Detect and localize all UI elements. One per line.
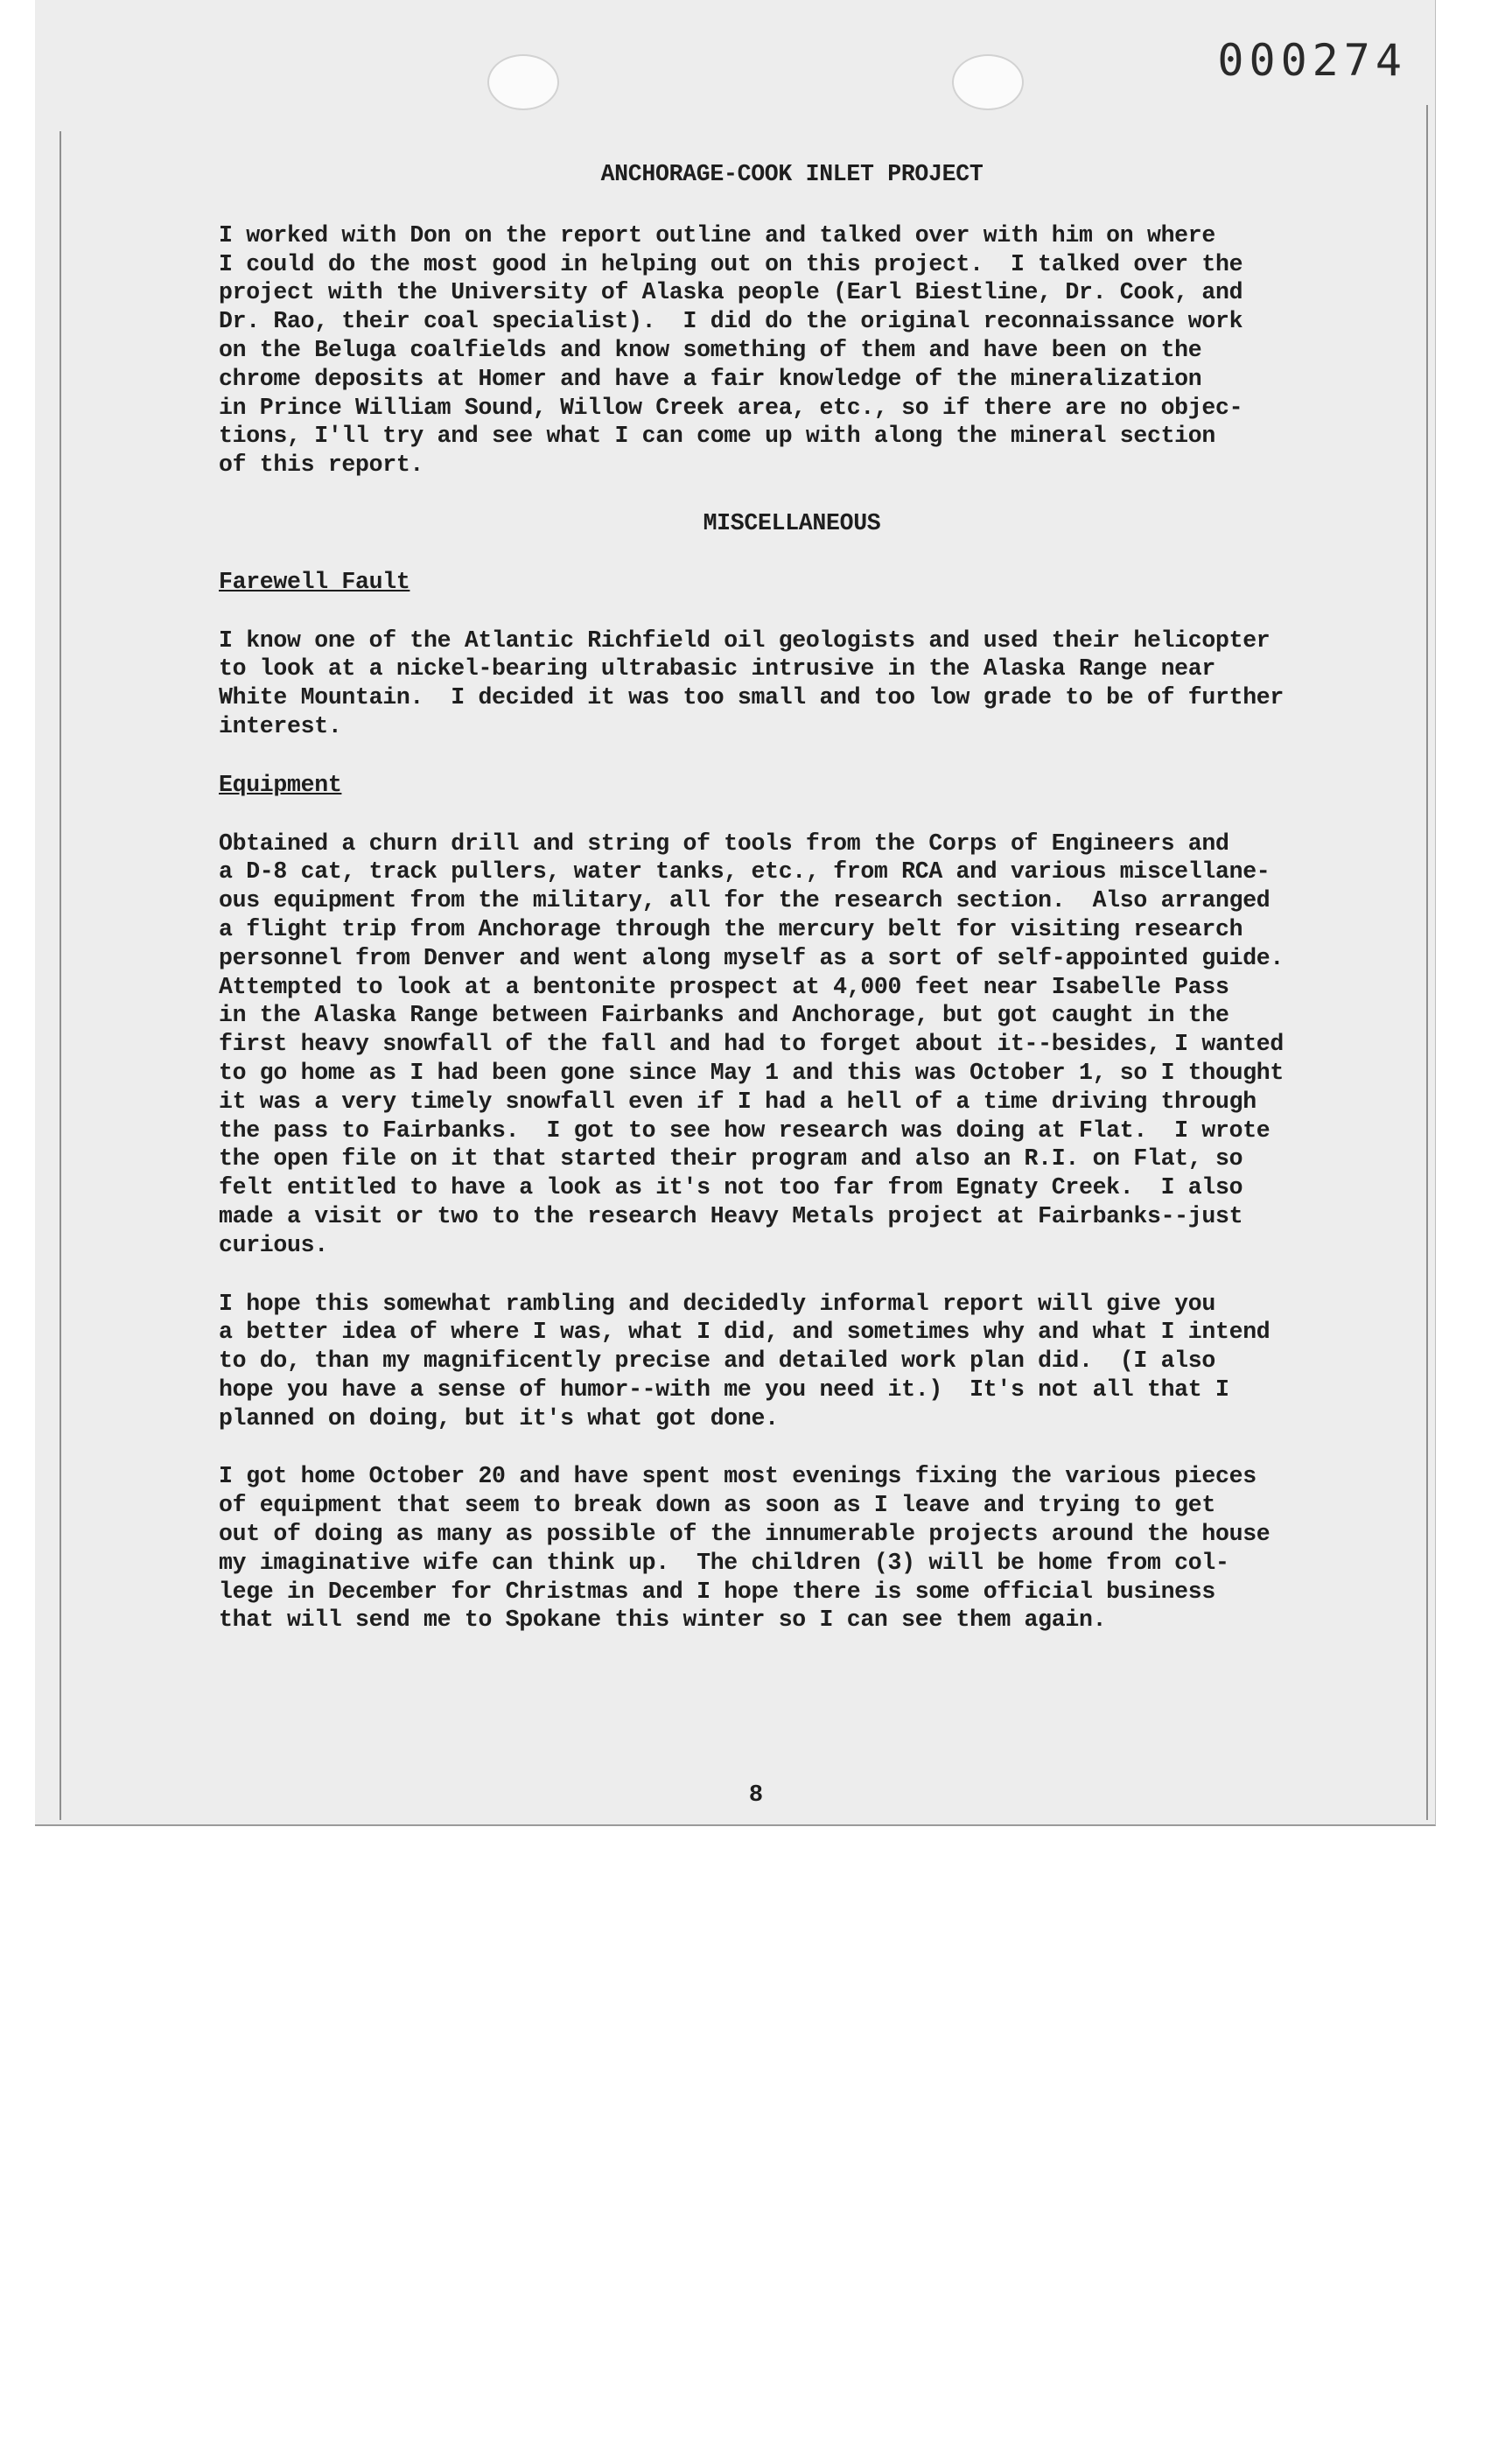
paragraph-return-home: I got home October 20 and have spent most evenings fixing the various pieces of equipment that seem to break down as soon as I leave and trying to get out of doing as many as possible of the innumerable projects around the house my imaginative wife can think up. The children (3) will be home from col- lege in December for Christmas and I hope there is some official business that will send me to Spokane this winter so I can see them again. bbox=[219, 1463, 1270, 1634]
document-body bbox=[219, 160, 1365, 1664]
paragraph-closing-remarks: I hope this somewhat rambling and decidedly informal report will give you a better idea of where I was, what I did, and sometimes why and what I intend to do, than my magnificently precise and detailed work plan did. (I also hope you have a sense of humor--with me you need it.) It's not all that I planned on doing, but it's what got done. bbox=[219, 1290, 1270, 1432]
punch-hole-left bbox=[487, 54, 559, 110]
sheet-left-edge bbox=[60, 131, 61, 1820]
paragraph-farewell-fault: I know one of the Atlantic Richfield oil geologists and used their helicopter to look at a nickel-bearing ultrabasic intrusive in the Alaska Range near White Mountain. I decided it was too small and too low grade to be of further interest. bbox=[219, 626, 1284, 739]
subheading-farewell-fault: Farewell Fault bbox=[219, 568, 410, 595]
paragraph-project: I worked with Don on the report outline and talked over with him on where I could do the most good in helping out on this project. I talked over the project with the University of Alaska people (Earl Biestline, Dr. Cook, and Dr. Rao, their coal specialist). I did do the original reconnaissance work on the Beluga coalfields and know something of them and have been on the chrome deposits at Homer and have a fair knowledge of the mineralization in Prince William Sound, Willow Creek area, etc., so if there are no objec- tions, I'll try and see what I can come up with along the mineral section of this report. bbox=[219, 221, 1243, 479]
punch-hole-right bbox=[952, 54, 1024, 110]
heading-miscellaneous: MISCELLANEOUS bbox=[703, 509, 881, 536]
page-number: 8 bbox=[748, 1782, 764, 1809]
document-number: 000274 bbox=[1217, 35, 1407, 86]
sheet-right-edge bbox=[1426, 105, 1428, 1820]
subheading-equipment: Equipment bbox=[219, 771, 342, 798]
paragraph-equipment: Obtained a churn drill and string of tools from the Corps of Engineers and a D-8 cat, track pullers, water tanks, etc., from RCA and various miscellane- ous equipment from the military, all for the research section. Also arranged a flight trip from Anchorage through the mercury belt for visiting research personnel from Denver and went along myself as a sort of self-appointed guide. Attempted to look at a bentonite prospect at 4,000 feet near Isabelle Pass in the Alaska Range between Fairbanks and Anchorage, but got caught in the first heavy snowfall of the fall and had to forget about it--besides, I wanted to go home as I had been gone since May 1 and this was October 1, so I thought it was a very timely snowfall even if I had a hell of a time driving through the pass to Fairbanks. I got to see how research was doing at Flat. I wrote the open file on it that started their program and also an R.I. on Flat, so felt entitled to have a look as it's not too far from Egnaty Creek. I also made a visit or two to the research Heavy Metals project at Fairbanks--just curious. bbox=[219, 830, 1284, 1258]
heading-project: ANCHORAGE-COOK INLET PROJECT bbox=[600, 161, 984, 187]
